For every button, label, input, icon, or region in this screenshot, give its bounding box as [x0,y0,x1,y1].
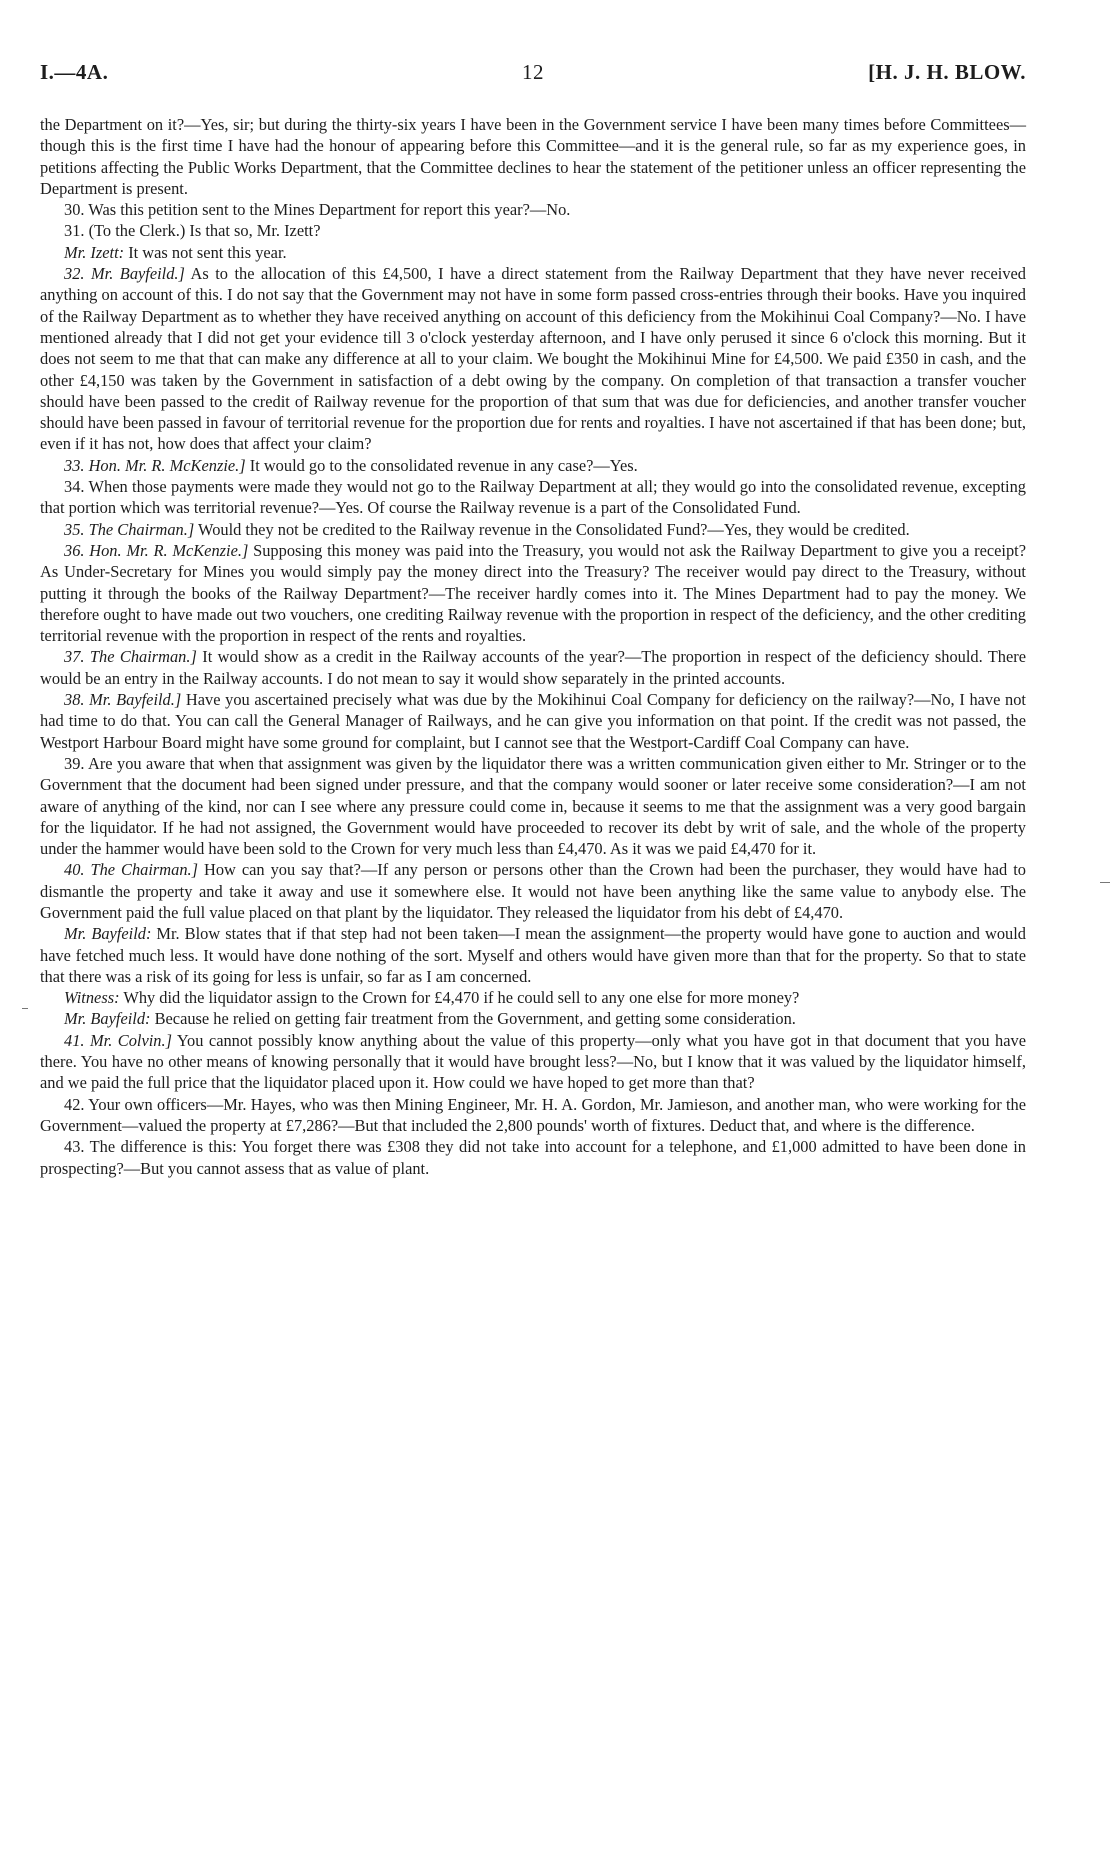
paragraph [40,1008,1026,1029]
speaker-label: 35. The Chairman.] [64,519,195,539]
paragraph [40,242,1026,263]
paragraph-text: Why did the liquidator assign to the Crown for £4,470 if he could sell to any one else for more money? [119,988,800,1008]
speaker-label: 41. Mr. Colvin.] [64,1030,172,1050]
paragraph-text: 31. (To the Clerk.) Is that so, Mr. Izett? [64,221,321,241]
paragraph-text: Would they not be credited to the Railway revenue in the Consolidated Fund?—Yes, they would be credited. [194,519,910,539]
margin-mark [22,1008,28,1009]
paragraph [40,753,1026,859]
paragraph [40,1094,1026,1137]
paragraph [40,263,1026,455]
page-header [40,60,1026,90]
paragraph-text: 39. Are you aware that when that assignment was given by the liquidator there was a written communication given either to Mr. Stringer or to the Government that the document had been signed under pressure, and that the company would sooner or later receive some consideration?—I am not aware of anything of the kind, nor can I see where any pressure could come in, because it seems to me that the assignment was a very good bargain for the liquidator. If he had not assigned, the Government would have proceeded to recover its debt by writ of sale, and the whole of the property under the hammer would have been sold to the Crown for very much less than £4,470. As it was we paid £4,470 for it. [40,753,1026,859]
paragraph-text: As to the allocation of this £4,500, I have a direct statement from the Railway Department that they have never received anything on account of this. I do not say that the Government may not have in some form passed cross-entries through their books. Have you inquired of the Railway Department as to whether they have received anything on account of this deficiency from the Mokihinui Coal Company?—No. I have mentioned already that I did not get your evidence till 3 o'clock yesterday afternoon, and I have only perused it since 6 o'clock this morning. But it does not seem to me that that can make any difference at all to your claim. We bought the Mokihinui Mine for £4,500. We paid £350 in cash, and the other £4,150 was taken by the Government in satisfaction of a debt owing by the company. On completion of that transaction a transfer voucher should have been passed to the credit of Railway revenue for the proportion of that sum that was due for deficiencies, and another transfer voucher should have been passed in favour of territorial revenue for the proportion due for rents and royalties. I have not ascertained if that has been done; but, even if it has not, how does that affect your claim? [40,264,1026,454]
paragraph-text: 43. The difference is this: You forget there was £308 they did not take into account for a telephone, and £1,000 admitted to have been done in prospecting?—But you cannot assess that as value of plant. [40,1137,1026,1178]
paragraph-text: You cannot possibly know anything about the value of this property—only what you have got in that document that you have there. You have no other means of knowing personally that it would have brought less?—No, but I know that it was valued by the liquidator himself, and we paid the full price that the liquidator placed upon it. How could we have hoped to get more than that? [40,1030,1026,1093]
paragraph-text: Supposing this money was paid into the Treasury, you would not ask the Railway Department to give you a receipt? As Under-Secretary for Mines you would simply pay the money direct into the Treasury? The receiver would pay direct to the Treasury, without putting it through the books of the Railway Department?—The receiver hardly comes into it. The Mines Department had to pay the money. We therefore ought to have made out two vouchers, one crediting Railway revenue with the proportion in respect of the deficiency, and the other crediting territorial revenue with the proportion in respect of the rents and royalties. [40,540,1026,646]
paragraph [40,220,1026,241]
paragraph-text: Because he relied on getting fair treatment from the Government, and getting some consideration. [150,1009,796,1029]
page-number: 12 [522,60,544,84]
paragraph-text: 30. Was this petition sent to the Mines Department for report this year?—No. [64,200,571,220]
speaker-label: Mr. Bayfeild: [64,1009,151,1029]
paragraph [40,519,1026,540]
paragraph [40,1030,1026,1094]
margin-mark [1100,882,1110,883]
paragraph [40,923,1026,987]
paragraph-text: It would go to the consolidated revenue in any case?—Yes. [245,455,638,475]
speaker-label: 36. Hon. Mr. R. McKenzie.] [64,540,249,560]
speaker-label: 32. Mr. Bayfeild.] [64,264,185,284]
paragraph-text: the Department on it?—Yes, sir; but during the thirty-six years I have been in the Government service I have been many times before Committees—though this is the first time I have had the honour of appearing before this Committee—and it is the general rule, so far as my experience goes, in petitions affecting the Public Works Department, that the Committee declines to hear the statement of the petitioner unless an officer representing the Department is present. [40,115,1026,198]
paragraph [40,455,1026,476]
speaker-label: 38. Mr. Bayfeild.] [64,690,182,710]
speaker-label: 37. The Chairman.] [64,647,197,667]
paragraph [40,540,1026,646]
speaker-label: Witness: [64,988,120,1008]
paragraph [40,199,1026,220]
paragraph [40,114,1026,199]
paragraph [40,646,1026,689]
paragraph-text: It was not sent this year. [124,242,287,262]
paper-reference: I.—4A. [40,60,109,84]
paragraph-text: 34. When those payments were made they would not go to the Railway Department at all; they would go into the consolidated revenue, excepting that portion which was territorial revenue?—Yes. Of course the Railway revenue is a part of the Consolidated Fund. [40,477,1026,518]
paragraph [40,1136,1026,1179]
witness-name: [H. J. H. BLOW. [868,60,1026,84]
paragraph [40,689,1026,753]
speaker-label: Mr. Bayfeild: [64,924,152,944]
speaker-label: 40. The Chairman.] [64,860,199,880]
document-body [40,114,1026,1179]
paragraph [40,476,1026,519]
paragraph [40,987,1026,1008]
speaker-label: Mr. Izett: [64,242,125,262]
paragraph-text: It would show as a credit in the Railway accounts of the year?—The proportion in respect of the deficiency should. There would be an entry in the Railway accounts. I do not mean to say it would show separately in the printed accounts. [40,647,1027,688]
paragraph [40,859,1026,923]
paragraph-text: How can you say that?—If any person or persons other than the Crown had been the purchaser, they would have had to dismantle the property and take it away and use it somewhere else. It would not have been anything like the same value to anybody else. The Government paid the full value placed on that plant by the liquidator. They released the liquidator from his debt of £4,470. [40,860,1026,922]
paragraph-text: Mr. Blow states that if that step had not been taken—I mean the assignment—the property would have gone to auction and would have fetched much less. It would have done nothing of the sort. Myself and others would have given more than that for the property. So that to state that there was a risk of its going for less is unfair, so far as I am concerned. [40,924,1026,986]
paragraph-text: Have you ascertained precisely what was due by the Mokihinui Coal Company for deficiency on the railway?—No, I have not had time to do that. You can call the General Manager of Railways, and he can give you information on that point. If the credit was not passed, the Westport Harbour Board might have some ground for complaint, but I cannot see that the Westport-Cardiff Coal Company can have. [40,690,1026,752]
speaker-label: 33. Hon. Mr. R. McKenzie.] [64,455,246,475]
paragraph-text: 42. Your own officers—Mr. Hayes, who was then Mining Engineer, Mr. H. A. Gordon, Mr. Jamieson, and another man, who were working for the Government—valued the property at £7,286?—But that included the 2,800 pounds' worth of fixtures. Deduct that, and where is the difference. [40,1094,1026,1135]
